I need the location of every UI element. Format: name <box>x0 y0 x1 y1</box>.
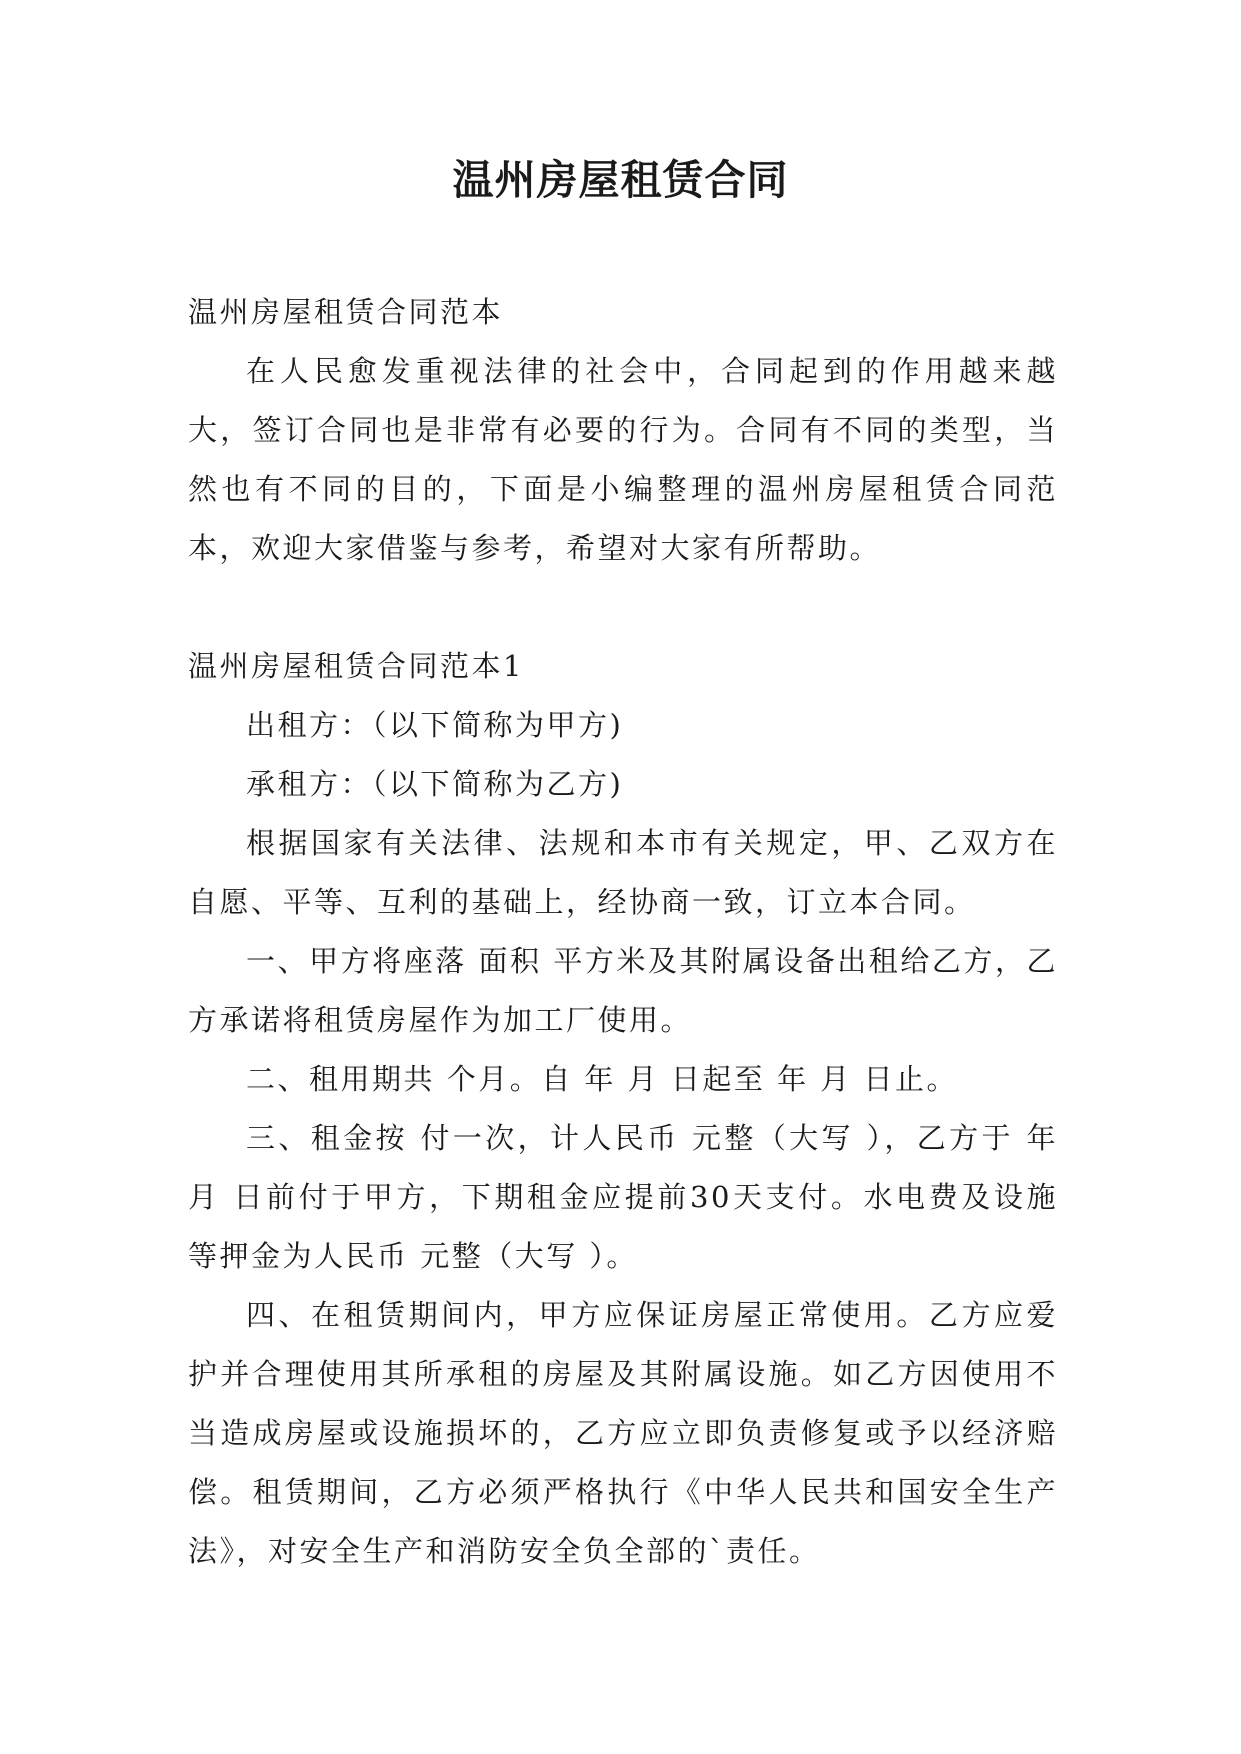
section-heading-sample-1: 温州房屋租赁合同范本1 <box>188 649 524 683</box>
section-heading-intro: 温州房屋租赁合同范本 <box>188 295 504 329</box>
clause-1: 一、甲方将座落 面积 平方米及其附属设备出租给乙方，乙方承诺将租赁房屋作为加工厂使用。 <box>188 944 1058 1037</box>
clause-3: 三、租金按 付一次，计人民币 元整（大写 ），乙方于 年 月 日前付于甲方，下期租金应提前30天支付。水电费及设施等押金为人民币 元整（大写 ）。 <box>188 1121 1058 1273</box>
clause-4: 四、在租赁期间内，甲方应保证房屋正常使用。乙方应爱护并合理使用其所承租的房屋及其附属设施。如乙方因使用不当造成房屋或设施损坏的，乙方应立即负责修复或予以经济赔偿。租赁期间，乙方必须严格执行《中华人民共和国安全生产法》，对安全生产和消防安全负全部的`责任。 <box>188 1298 1058 1568</box>
basis-paragraph: 根据国家有关法律、法规和本市有关规定，甲、乙双方在自愿、平等、互利的基础上，经协商一致，订立本合同。 <box>188 826 1058 919</box>
document-body <box>188 283 1058 1581</box>
intro-paragraph: 在人民愈发重视法律的社会中，合同起到的作用越来越大，签订合同也是非常有必要的行为。合同有不同的类型，当然也有不同的目的，下面是小编整理的温州房屋租赁合同范本，欢迎大家借鉴与参考，希望对大家有所帮助。 <box>188 354 1058 565</box>
document-title: 温州房屋租赁合同 <box>452 156 789 204</box>
clause-2: 二、租用期共 个月。自 年 月 日起至 年 月 日止。 <box>246 1062 959 1096</box>
lessee-line: 承租方：（以下简称为乙方) <box>246 767 624 801</box>
lessor-line: 出租方：（以下简称为甲方) <box>246 708 624 742</box>
